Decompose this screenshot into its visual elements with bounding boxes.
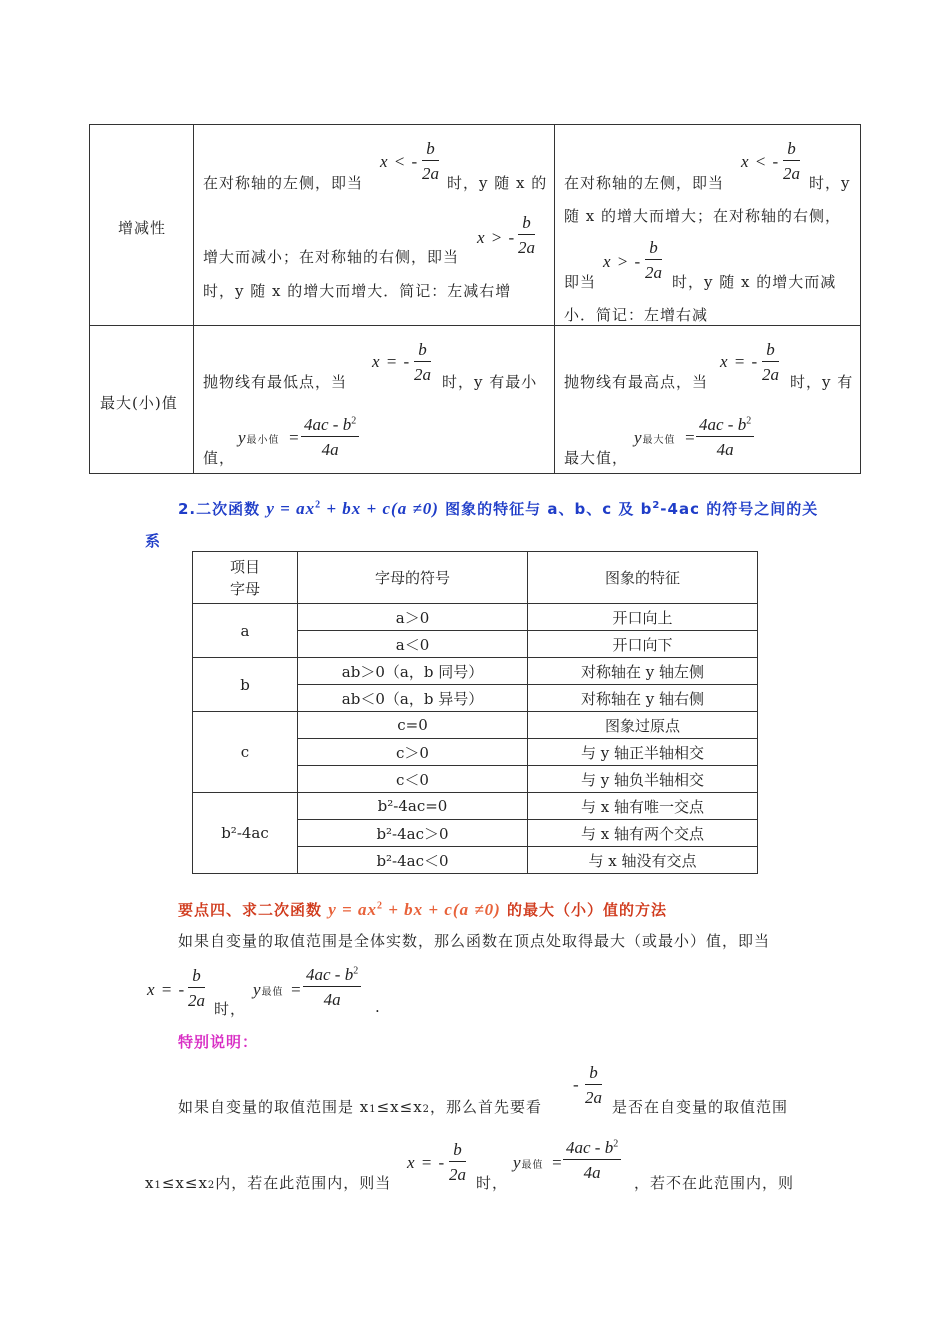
fraction-b-2a: $\frac{b}{2a}$ [188, 966, 205, 1010]
text-line: 在对称轴的左侧，即当 [564, 174, 725, 192]
feature-cell: 与 x 轴没有交点 [528, 847, 758, 874]
text-line: 时，y [809, 174, 851, 192]
text-line: 时，y 随 x 的 [447, 174, 548, 192]
fraction-4ac-b2-4a: $\frac{4ac - b^2}{4a}$ [696, 416, 754, 458]
y-extreme-value: y最值 [253, 980, 284, 999]
feature-cell: 对称轴在 y 轴右侧 [528, 685, 758, 712]
text-line: 抛物线有最低点，当 [203, 373, 348, 391]
table-row [193, 712, 758, 739]
paragraph: x1≤x≤x2内，若在此范围内，则当 [145, 1174, 392, 1192]
condition-x-less: x < - [741, 152, 780, 171]
condition-x-greater: x > - [603, 252, 642, 271]
equals-sign: = [684, 428, 697, 447]
text-line: 时，y 随 x 的增大而增大．简记：左减右增 [203, 282, 512, 300]
table-row [193, 793, 758, 820]
sign-cell: ab＜0（a，b 异号） [298, 685, 528, 712]
sign-cell: c=0 [298, 712, 528, 739]
fraction-b-2a: $\frac{b}{2a}$ [414, 340, 431, 384]
row-label-monotonicity: 增减性 [118, 219, 167, 237]
equals-sign: = [551, 1153, 564, 1172]
feature-cell: 与 y 轴正半轴相交 [528, 739, 758, 766]
group-label: a [193, 604, 298, 658]
section-2-heading: 2.二次函数 $y = ax^2$ + bx + c(a ≠0) 图象的特征与 a、b、c 及 $b^2-4ac$ 的符号之间的关 [178, 499, 819, 518]
fraction-b-2a: $\frac{b}{2a}$ [585, 1063, 602, 1107]
group-label: b [193, 658, 298, 712]
sign-cell: b²-4ac＞0 [298, 820, 528, 847]
row-label-extremum: 最大(小)值 [100, 394, 178, 412]
text-line: 时，y 随 x 的增大而减 [672, 273, 837, 291]
text-line: 时，y 有最小 [442, 373, 538, 391]
fraction-b-2a: $\frac{b}{2a}$ [645, 238, 662, 282]
header-item-letter: 项目 字母 [193, 552, 298, 604]
sign-cell: b²-4ac=0 [298, 793, 528, 820]
feature-cell: 开口向下 [528, 631, 758, 658]
special-note-heading: 特别说明： [178, 1033, 259, 1051]
y-extreme-value: y最值 [513, 1153, 544, 1172]
sign-cell: c＜0 [298, 766, 528, 793]
feature-cell: 与 x 轴有唯一交点 [528, 793, 758, 820]
paragraph: ，若不在此范围内，则 [634, 1174, 795, 1192]
condition-x-eq: x = - [147, 980, 186, 999]
text-line: 值， [203, 449, 236, 467]
fraction-4ac-b2-4a: $\frac{4ac - b^2}{4a}$ [301, 416, 359, 458]
feature-cell: 与 x 轴有两个交点 [528, 820, 758, 847]
text-shi: 时， [214, 1000, 247, 1018]
fraction-b-2a: $\frac{b}{2a}$ [422, 139, 439, 183]
text-line: 即当 [564, 273, 597, 291]
sign-cell: a＞0 [298, 604, 528, 631]
feature-cell: 对称轴在 y 轴左侧 [528, 658, 758, 685]
fraction-4ac-b2-4a: $\frac{4ac - b^2}{4a}$ [563, 1139, 621, 1181]
feature-cell: 开口向上 [528, 604, 758, 631]
table-divider [193, 125, 194, 473]
condition-x-eq: x = - [720, 352, 759, 371]
sign-cell: b²-4ac＜0 [298, 847, 528, 874]
y-min-value: y最小值 [238, 428, 280, 447]
text-line: 随 x 的增大而增大；在对称轴的右侧， [564, 207, 841, 225]
text-shi: 时， [476, 1174, 509, 1192]
sign-table [192, 551, 758, 874]
text-line: 小．简记：左增右减 [564, 306, 709, 324]
condition-x-greater: x > - [477, 228, 516, 247]
paragraph: 是否在自变量的取值范围 [612, 1098, 789, 1116]
text-line: 最大值， [564, 449, 629, 467]
fraction-b-2a: $\frac{b}{2a}$ [518, 213, 535, 257]
feature-cell: 图象过原点 [528, 712, 758, 739]
header-feature: 图象的特征 [528, 552, 758, 604]
paragraph: 如果自变量的取值范围是全体实数，那么函数在顶点处取得最大（或最小）值，即当 [178, 932, 771, 950]
text-line: 时，y 有 [790, 373, 854, 391]
text-line: 在对称轴的左侧，即当 [203, 174, 364, 192]
table-row [193, 604, 758, 631]
condition-x-less: x < - [380, 152, 419, 171]
section-4-heading: 要点四、求二次函数 $y = ax^2$ + bx + c(a ≠0) 的最大（小）值的方法 [178, 900, 668, 919]
paragraph: 如果自变量的取值范围是 x1≤x≤x2，那么首先要看 [178, 1098, 543, 1116]
group-label: c [193, 712, 298, 793]
fraction-b-2a: $\frac{b}{2a}$ [783, 139, 800, 183]
sign-cell: ab＞0（a，b 同号） [298, 658, 528, 685]
fraction-b-2a: $\frac{b}{2a}$ [449, 1140, 466, 1184]
feature-cell: 与 y 轴负半轴相交 [528, 766, 758, 793]
text-line: 抛物线有最高点，当 [564, 373, 709, 391]
fraction-4ac-b2-4a: $\frac{4ac - b^2}{4a}$ [303, 966, 361, 1008]
minus-sign: - [573, 1075, 580, 1094]
table-divider [554, 125, 555, 473]
table-divider [90, 325, 860, 326]
equals-sign: = [288, 428, 301, 447]
group-label: b²-4ac [193, 793, 298, 874]
header-sign: 字母的符号 [298, 552, 528, 604]
period: . [375, 998, 381, 1016]
sign-cell: c＞0 [298, 739, 528, 766]
condition-x-eq: x = - [372, 352, 411, 371]
table-row [193, 658, 758, 685]
text-line: 增大而减小；在对称轴的右侧，即当 [203, 248, 460, 266]
condition-x-eq: x = - [407, 1153, 446, 1172]
section-2-heading-cont: 系 [145, 532, 162, 550]
equals-sign: = [290, 980, 303, 999]
fraction-b-2a: $\frac{b}{2a}$ [762, 340, 779, 384]
y-max-value: y最大值 [634, 428, 676, 447]
sign-cell: a＜0 [298, 631, 528, 658]
